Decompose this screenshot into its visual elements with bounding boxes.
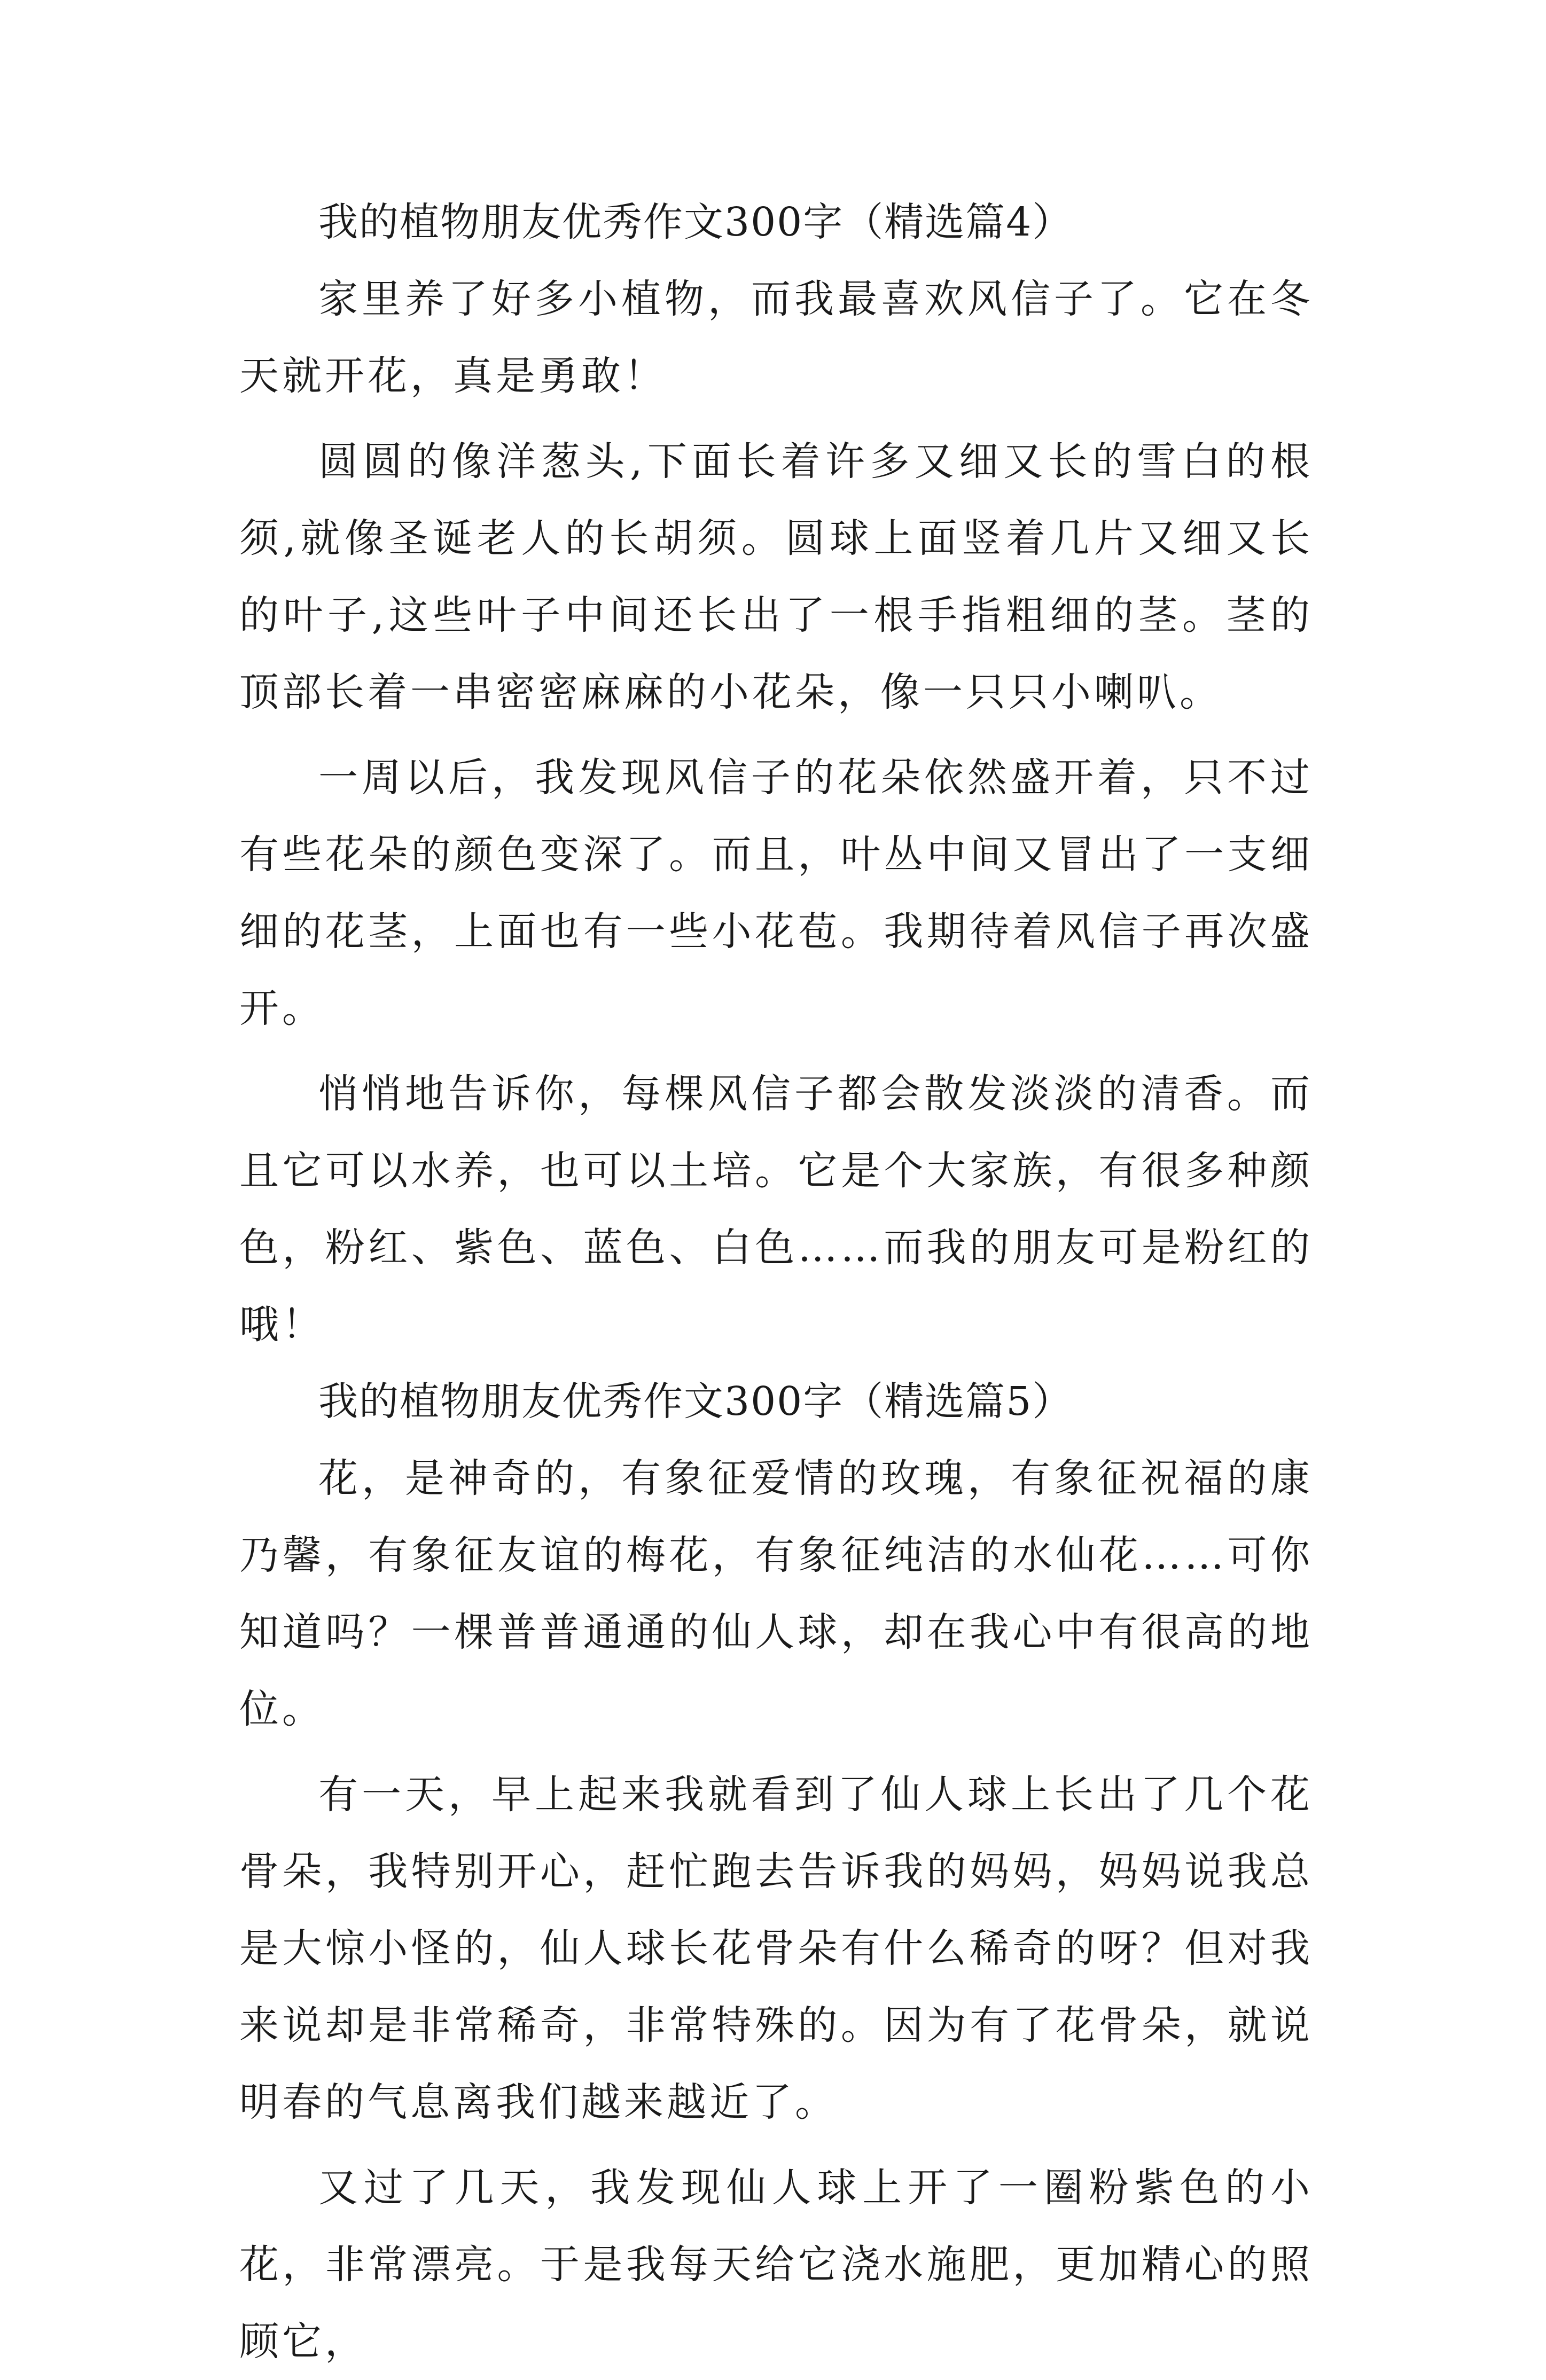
section-heading: 我的植物朋友优秀作文300字（精选篇5）	[318, 1379, 1073, 1424]
paragraph: 悄悄地告诉你，每棵风信子都会散发淡淡的清香。而且它可以水养，也可以土培。它是个大家族，有很多种颜色，粉红、紫色、蓝色、白色……而我的朋友可是粉红的哦！	[239, 1071, 1313, 1348]
paragraph: 又过了几天，我发现仙人球上开了一圈粉紫色的小花，非常漂亮。于是我每天给它浇水施肥，更加精心的照顾它，	[239, 2165, 1313, 2365]
paragraph: 有一天，早上起来我就看到了仙人球上长出了几个花骨朵，我特别开心，赶忙跑去告诉我的妈妈，妈妈说我总是大惊小怪的，仙人球长花骨朵有什么稀奇的呀？但对我来说却是非常稀奇，非常特殊的。因为有了花骨朵，就说明春的气息离我们越来越近了。	[239, 1772, 1313, 2125]
paragraph: 家里养了好多小植物，而我最喜欢风信子了。它在冬天就开花，真是勇敢！	[239, 276, 1313, 399]
paragraph: 一周以后，我发现风信子的花朵依然盛开着，只不过有些花朵的颜色变深了。而且，叶丛中间又冒出了一支细细的花茎，上面也有一些小花苞。我期待着风信子再次盛开。	[239, 755, 1313, 1031]
paragraph: 圆圆的像洋葱头,下面长着许多又细又长的雪白的根须,就像圣诞老人的长胡须。圆球上面竖着几片又细又长的叶子,这些叶子中间还长出了一根手指粗细的茎。茎的顶部长着一串密密麻麻的小花朵，像一只只小喇叭。	[239, 439, 1313, 715]
section-heading: 我的植物朋友优秀作文300字（精选篇4）	[318, 199, 1073, 245]
paragraph: 花，是神奇的，有象征爱情的玫瑰，有象征祝福的康乃馨，有象征友谊的梅花，有象征纯洁的水仙花……可你知道吗？一棵普普通通的仙人球，却在我心中有很高的地位。	[239, 1455, 1313, 1732]
document-body	[239, 184, 1313, 2380]
